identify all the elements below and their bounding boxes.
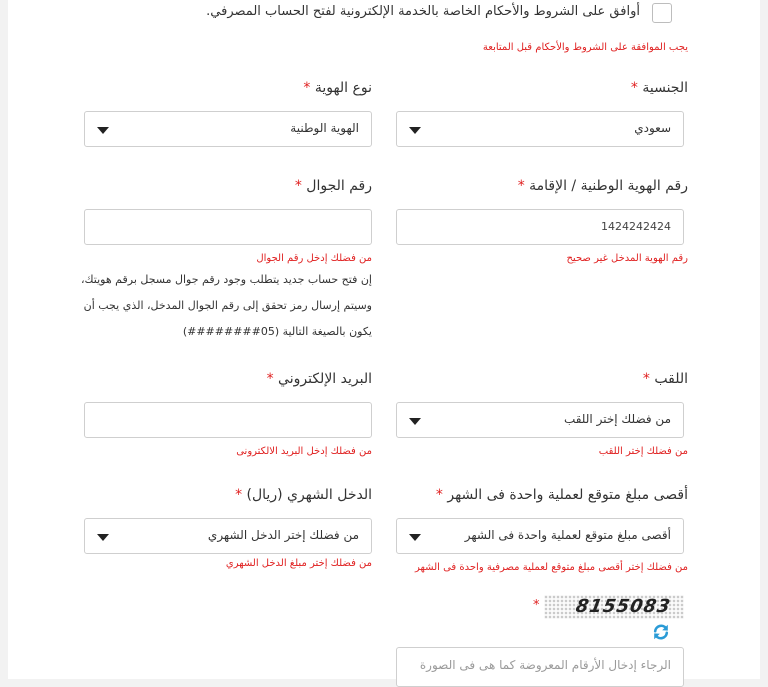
chevron-down-icon [97,534,109,541]
mobile-error: من فضلك إدخل رقم الجوال [256,253,372,264]
max-transaction-label-text: أقصى مبلغ متوقع لعملية واحدة فى الشهر [447,487,688,503]
title-select[interactable] [396,402,684,438]
id-type-label-text: نوع الهوية [314,80,372,96]
terms-error: يجب الموافقة على الشروط والأحكام قبل المتابعة [482,42,688,53]
id-type-value: الهوية الوطنية [290,121,359,135]
required-mark: * [294,178,302,194]
mobile-label-text: رقم الجوال [306,178,372,194]
monthly-income-label [235,487,372,503]
required-mark: * [630,80,638,96]
terms-checkbox[interactable] [652,3,672,23]
refresh-icon[interactable] [652,623,670,641]
title-value: من فضلك إختر اللقب [563,412,671,426]
nationality-label-text: الجنسية [642,80,688,96]
id-number-error: رقم الهوية المدخل غير صحيح [566,253,688,264]
title-error: من فضلك إختر اللقب [598,446,688,457]
nationality-select[interactable] [396,111,684,147]
required-mark: * [435,487,443,503]
max-transaction-label [436,487,688,503]
monthly-income-error: من فضلك إختر مبلغ الدخل الشهري [225,558,372,569]
title-label-text: اللقب [654,371,688,387]
email-error: من فضلك إدخل البريد الالكترونى [236,446,372,457]
email-input[interactable] [84,402,372,438]
chevron-down-icon [97,127,109,134]
required-mark: * [235,487,243,503]
chevron-down-icon [409,127,421,134]
required-mark: * [266,371,274,387]
mobile-input[interactable] [84,209,372,245]
id-type-label [303,80,372,96]
required-mark: * [303,80,311,96]
id-number-input[interactable] [396,209,684,245]
mobile-note-line1: إن فتح حساب جديد يتطلب وجود رقم جوال مسجل برقم هويتك، [80,273,372,286]
max-transaction-value: أقصى مبلغ متوقع لعملية واحدة فى الشهر [464,528,671,542]
nationality-label [631,80,688,96]
max-transaction-select[interactable] [396,518,684,554]
id-type-select[interactable] [84,111,372,147]
id-number-value: 1424242424 [601,220,671,233]
max-transaction-error: من فضلك إختر أقصى مبلغ متوقع لعملية مصرفية واحدة فى الشهر [415,562,688,573]
monthly-income-select[interactable] [84,518,372,554]
captcha-image [544,595,684,619]
email-label [267,371,372,387]
required-mark: * [642,371,650,387]
nationality-value: سعودي [634,121,671,135]
mobile-note-line2: وسيتم إرسال رمز تحقق إلى رقم الجوال المدخل، الذي يجب أن [83,299,372,312]
required-mark: * [517,178,525,194]
chevron-down-icon [409,418,421,425]
captcha-input[interactable] [396,647,684,687]
title-label [643,371,688,387]
monthly-income-label-text: الدخل الشهري (ريال) [246,487,372,503]
refresh-icon-svg [652,623,670,641]
chevron-down-icon [409,534,421,541]
email-label-text: البريد الإلكتروني [278,371,372,387]
id-number-label-text: رقم الهوية الوطنية / الإقامة [529,178,688,194]
mobile-label [295,178,372,194]
captcha-placeholder: الرجاء إدخال الأرقام المعروضة كما هى فى الصورة [419,658,671,672]
terms-label: أوافق على الشروط والأحكام الخاصة بالخدمة الإلكترونية لفتح الحساب المصرفي. [206,4,640,19]
account-opening-form [8,0,760,679]
mobile-note-line3: يكون بالصيغة التالية (05########) [182,325,372,338]
captcha-required-mark: * [533,598,540,613]
id-number-label [518,178,688,194]
monthly-income-value: من فضلك إختر الدخل الشهري [207,528,359,542]
captcha-code: 8155083 [574,596,673,617]
